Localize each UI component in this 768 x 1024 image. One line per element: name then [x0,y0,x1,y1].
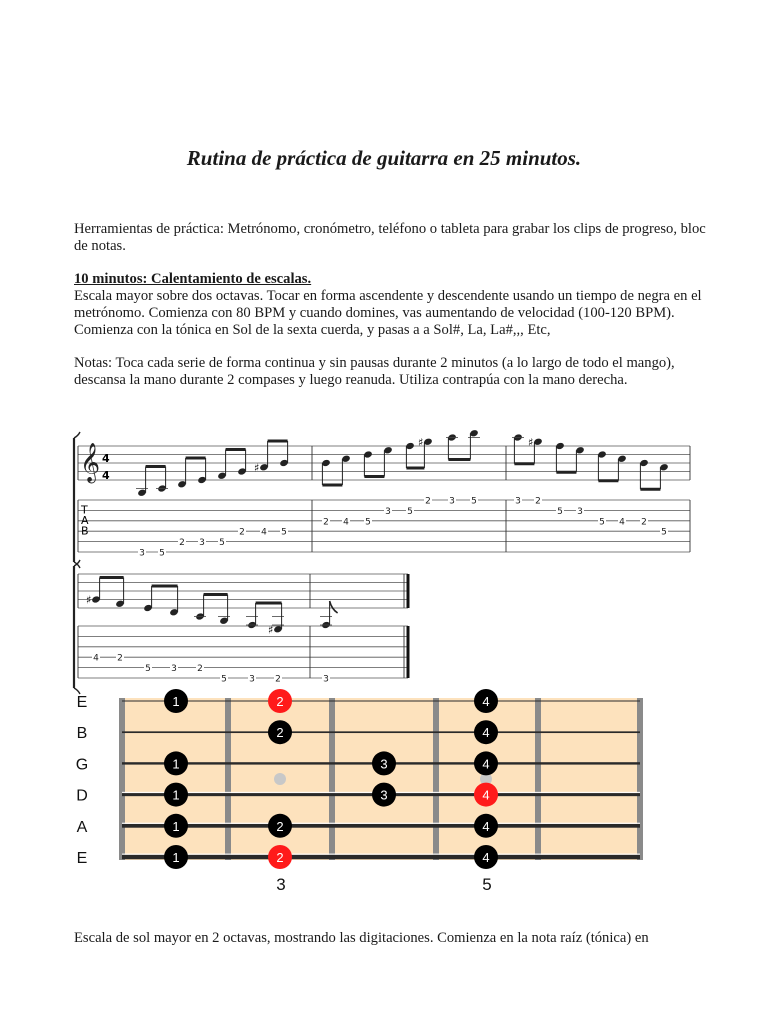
finger-number: 2 [276,818,284,834]
tab-fret-number: 2 [197,664,203,675]
tab-fret-number: 3 [171,664,177,675]
tab-fret-number: 5 [661,527,667,538]
string-highlight [122,823,640,824]
tab-fret-number: 5 [219,538,225,549]
tab-fret-number: 5 [407,506,413,517]
finger-number: 3 [380,787,388,803]
tab-fret-number: 3 [515,496,521,507]
tab-fret-number: 4 [261,527,267,538]
tab-fret-number: 2 [117,653,123,664]
finger-number: 1 [172,818,180,834]
finger-number: 4 [482,725,490,741]
fret-wire [535,698,541,860]
tab-fret-number: 2 [641,517,647,528]
fret-wire [329,698,335,860]
tab-fret-number: 5 [281,527,287,538]
fret-wire [433,698,439,860]
finger-number: 4 [482,787,490,803]
finger-number: 2 [276,694,284,709]
sharp-sign: ♯ [86,593,92,607]
string-label: E [76,694,88,711]
tab-fret-number: 5 [471,496,477,507]
sharp-sign: ♯ [528,435,534,449]
tab-fret-number: 3 [199,538,205,549]
guitar-string [122,824,640,828]
finger-number: 4 [482,850,490,865]
fretboard-wood [122,698,640,860]
finger-number: 4 [482,818,490,834]
finger-number: 4 [482,756,490,772]
note-flag [330,601,338,613]
guitar-string [122,855,640,860]
closing-paragraph: Escala de sol mayor en 2 octavas, mostrando las digitaciones. Comienza en la nota raíz (tónica) en [74,930,649,946]
string-label: A [76,818,88,836]
tab-fret-number: 2 [425,496,431,507]
tab-fret-number: 5 [221,674,227,685]
tab-fret-number: 5 [159,548,165,559]
fret-wire [119,698,125,860]
tab-fret-number: 2 [323,517,329,528]
tab-letter-t: T [81,503,88,517]
tab-letter-b: B [81,524,89,538]
tab-fret-number: 5 [599,517,605,528]
time-signature-top: 4 [102,452,110,466]
tab-fret-number: 3 [139,548,145,559]
sharp-sign: ♯ [254,461,260,475]
time-signature-bottom: 4 [102,469,110,483]
document-title: Rutina de práctica de guitarra en 25 minutos. [186,146,582,170]
tab-fret-number: 2 [239,527,245,538]
notation-system-2 [74,560,408,694]
section-heading: 10 minutos: Calentamiento de escalas. [74,271,312,287]
tab-fret-number: 4 [343,517,349,528]
sharp-sign: ♯ [268,623,274,637]
finger-number: 1 [172,787,180,803]
tab-fret-number: 4 [93,653,99,664]
tab-fret-number: 4 [619,517,625,528]
fret-wire [637,698,643,860]
tab-fret-number: 3 [449,496,455,507]
tab-fret-number: 5 [145,664,151,675]
finger-number: 1 [172,756,180,772]
string-label: D [76,787,88,805]
notation-system-1 [74,429,690,568]
treble-clef-icon: 𝄞 [80,442,101,483]
guitar-string [122,731,640,733]
fret-number-label: 3 [276,875,286,894]
finger-number: 1 [172,694,180,709]
finger-number: 4 [482,694,490,709]
fret-number-label: 5 [482,875,492,894]
tab-fret-number: 5 [365,517,371,528]
string-label: B [76,725,88,743]
finger-number: 3 [380,756,388,772]
tab-fret-number: 5 [557,506,563,517]
fret-wire [225,698,231,860]
tab-fret-number: 3 [249,674,255,685]
tab-fret-number: 2 [179,538,185,549]
fretboard-diagram [76,689,643,894]
string-highlight [122,854,640,855]
tab-fret-number: 2 [535,496,541,507]
section-paragraph: Escala mayor sobre dos octavas. Tocar en forma ascendente y descendente usando un tiempo de negra en el metrónomo. Comienza con 80 BPM y cuando domines, vas aumentando de velocidad (100-120 BPM). Comienza con la tónica en Sol de la sexta cuerda, y pasas a a Sol#, La, La#,,, Etc, [74,288,702,338]
notes-paragraph: Notas: Toca cada serie de forma continua y sin pausas durante 2 minutos (a lo largo de todo el mango), descansa la mano durante 2 compases y luego reanuda. Utiliza contrapúa con la mano derecha. [74,355,675,388]
fret-inlay-dot [274,773,286,785]
finger-number: 2 [276,850,284,865]
finger-number: 1 [172,850,180,865]
guitar-string [122,701,640,702]
tools-paragraph: Herramientas de práctica: Metrónomo, cronómetro, teléfono o tableta para grabar los clips de progreso, bloc de notas. [74,221,706,254]
bracket-hook-top [74,432,80,438]
tab-letter-a: A [81,513,89,527]
finger-number: 2 [276,725,284,741]
tab-fret-number: 3 [385,506,391,517]
tab-fret-number: 3 [323,674,329,685]
string-label: E [76,850,88,867]
string-label: G [75,756,89,774]
tab-fret-number: 3 [577,506,583,517]
sharp-sign: ♯ [418,435,424,449]
tab-fret-number: 2 [275,674,281,685]
